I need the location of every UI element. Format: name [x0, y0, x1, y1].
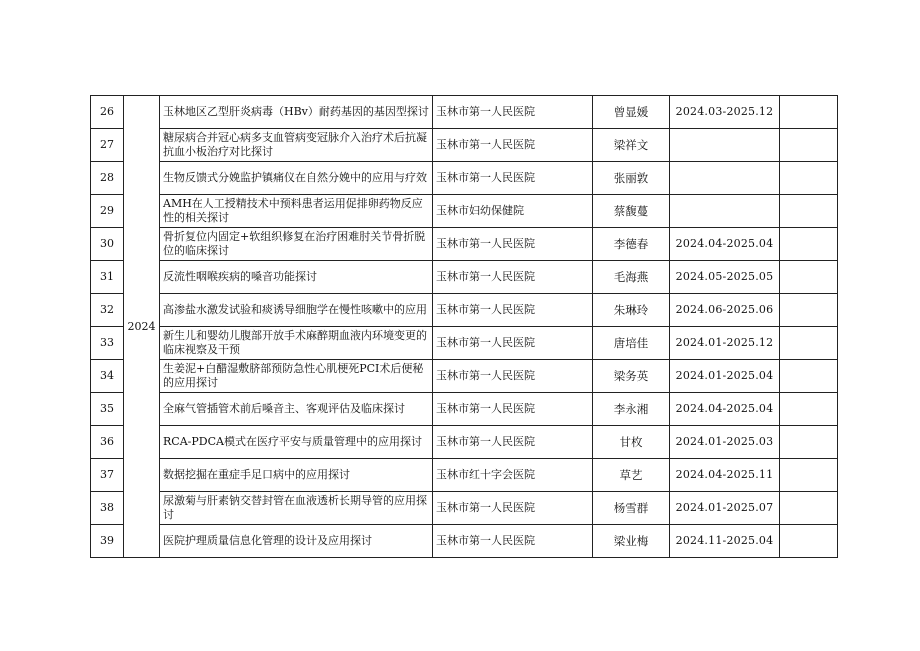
- project-table: [90, 95, 838, 558]
- table-row: [91, 525, 838, 558]
- project-title-cell: 骨折复位内固定+软组织修复在治疗困难肘关节骨折脱位的临床探讨: [160, 228, 433, 261]
- row-number-cell: 28: [91, 162, 124, 195]
- institution-cell: 玉林市第一人民医院: [433, 360, 593, 393]
- blank-cell: [780, 195, 838, 228]
- leader-cell: 梁业梅: [593, 525, 670, 558]
- blank-cell: [780, 294, 838, 327]
- blank-cell: [780, 96, 838, 129]
- row-number-cell: 38: [91, 492, 124, 525]
- project-title-cell: 糖尿病合并冠心病多支血管病变冠脉介入治疗术后抗凝抗血小板治疗对比探讨: [160, 129, 433, 162]
- leader-cell: 李德春: [593, 228, 670, 261]
- table-row: [91, 162, 838, 195]
- row-number-cell: 33: [91, 327, 124, 360]
- leader-cell: 张丽敦: [593, 162, 670, 195]
- period-cell: 2024.01-2025.03: [670, 426, 780, 459]
- institution-cell: 玉林市第一人民医院: [433, 162, 593, 195]
- project-title-cell: 生物反馈式分娩监护镇痛仪在自然分娩中的应用与疗效: [160, 162, 433, 195]
- row-number-cell: 31: [91, 261, 124, 294]
- period-cell: 2024.01-2025.04: [670, 360, 780, 393]
- project-title-cell: 医院护理质量信息化管理的设计及应用探讨: [160, 525, 433, 558]
- table-row: [91, 96, 838, 129]
- institution-cell: 玉林市第一人民医院: [433, 525, 593, 558]
- period-cell: 2024.03-2025.12: [670, 96, 780, 129]
- table-row: [91, 360, 838, 393]
- project-title-cell: 生姜泥+白醋湿敷脐部预防急性心肌梗死PCI术后便秘的应用探讨: [160, 360, 433, 393]
- blank-cell: [780, 393, 838, 426]
- table-body: [91, 96, 838, 558]
- institution-cell: 玉林市第一人民医院: [433, 492, 593, 525]
- row-number-cell: 32: [91, 294, 124, 327]
- row-number-cell: 30: [91, 228, 124, 261]
- institution-cell: 玉林市红十字会医院: [433, 459, 593, 492]
- table-row: [91, 261, 838, 294]
- period-cell: 2024.01-2025.07: [670, 492, 780, 525]
- institution-cell: 玉林市第一人民医院: [433, 261, 593, 294]
- institution-cell: 玉林市第一人民医院: [433, 96, 593, 129]
- period-cell: 2024.01-2025.12: [670, 327, 780, 360]
- table-row: [91, 294, 838, 327]
- blank-cell: [780, 492, 838, 525]
- leader-cell: 甘枚: [593, 426, 670, 459]
- institution-cell: 玉林市第一人民医院: [433, 129, 593, 162]
- row-number-cell: 37: [91, 459, 124, 492]
- project-title-cell: 玉林地区乙型肝炎病毒（HBv）耐药基因的基因型探讨: [160, 96, 433, 129]
- row-number-cell: 39: [91, 525, 124, 558]
- institution-cell: 玉林市第一人民医院: [433, 294, 593, 327]
- period-cell: [670, 162, 780, 195]
- row-number-cell: 35: [91, 393, 124, 426]
- row-number-cell: 29: [91, 195, 124, 228]
- institution-cell: 玉林市第一人民医院: [433, 327, 593, 360]
- table-row: [91, 327, 838, 360]
- table-row: [91, 129, 838, 162]
- period-cell: [670, 129, 780, 162]
- project-title-cell: 全麻气管插管术前后嗓音主、客观评估及临床探讨: [160, 393, 433, 426]
- blank-cell: [780, 459, 838, 492]
- period-cell: 2024.11-2025.04: [670, 525, 780, 558]
- leader-cell: 朱琳玲: [593, 294, 670, 327]
- leader-cell: 唐培佳: [593, 327, 670, 360]
- row-number-cell: 27: [91, 129, 124, 162]
- period-cell: 2024.04-2025.11: [670, 459, 780, 492]
- table-row: [91, 393, 838, 426]
- project-title-cell: 数据挖掘在重症手足口病中的应用探讨: [160, 459, 433, 492]
- row-number-cell: 34: [91, 360, 124, 393]
- blank-cell: [780, 261, 838, 294]
- period-cell: [670, 195, 780, 228]
- project-title-cell: RCA-PDCA模式在医疗平安与质量管理中的应用探讨: [160, 426, 433, 459]
- institution-cell: 玉林市第一人民医院: [433, 393, 593, 426]
- leader-cell: 毛海燕: [593, 261, 670, 294]
- project-title-cell: 尿激菊与肝素钠交替封管在血液透析长期导管的应用探讨: [160, 492, 433, 525]
- period-cell: 2024.04-2025.04: [670, 228, 780, 261]
- table-row: [91, 492, 838, 525]
- leader-cell: 梁祥文: [593, 129, 670, 162]
- project-title-cell: AMH在人工授精技术中预料患者运用促排卵药物反应性的相关探讨: [160, 195, 433, 228]
- year-cell: 2024: [124, 96, 160, 558]
- institution-cell: 玉林市第一人民医院: [433, 228, 593, 261]
- leader-cell: 杨雪群: [593, 492, 670, 525]
- period-cell: 2024.05-2025.05: [670, 261, 780, 294]
- leader-cell: 曾显媛: [593, 96, 670, 129]
- project-title-cell: 新生儿和婴幼儿腹部开放手术麻醉期血液内环境变更的临床视察及干预: [160, 327, 433, 360]
- row-number-cell: 26: [91, 96, 124, 129]
- institution-cell: 玉林市第一人民医院: [433, 426, 593, 459]
- table-row: [91, 426, 838, 459]
- project-title-cell: 反流性咽喉疾病的嗓音功能探讨: [160, 261, 433, 294]
- table-row: [91, 195, 838, 228]
- blank-cell: [780, 228, 838, 261]
- table-row: [91, 459, 838, 492]
- project-title-cell: 高渗盐水激发试验和痰诱导细胞学在慢性咳嗽中的应用: [160, 294, 433, 327]
- blank-cell: [780, 525, 838, 558]
- leader-cell: 蔡馥蔓: [593, 195, 670, 228]
- period-cell: 2024.04-2025.04: [670, 393, 780, 426]
- table-row: [91, 228, 838, 261]
- blank-cell: [780, 360, 838, 393]
- blank-cell: [780, 426, 838, 459]
- blank-cell: [780, 162, 838, 195]
- leader-cell: 李永湘: [593, 393, 670, 426]
- institution-cell: 玉林市妇幼保健院: [433, 195, 593, 228]
- leader-cell: 梁务英: [593, 360, 670, 393]
- period-cell: 2024.06-2025.06: [670, 294, 780, 327]
- row-number-cell: 36: [91, 426, 124, 459]
- blank-cell: [780, 327, 838, 360]
- leader-cell: 草艺: [593, 459, 670, 492]
- blank-cell: [780, 129, 838, 162]
